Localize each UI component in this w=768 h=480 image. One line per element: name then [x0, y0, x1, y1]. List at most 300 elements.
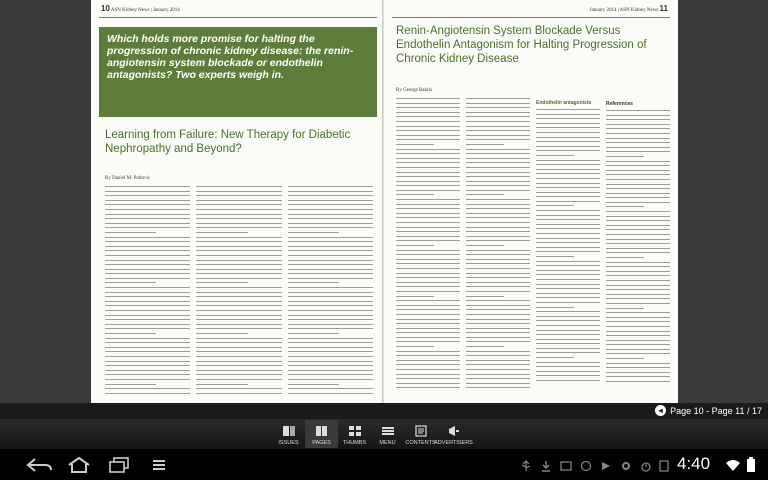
text-line: [396, 273, 460, 274]
text-line: [536, 150, 600, 151]
text-line: [536, 201, 600, 202]
text-line: [105, 333, 156, 334]
text-line: [288, 209, 373, 210]
overflow-menu-icon: [150, 456, 168, 474]
text-line: [288, 191, 373, 192]
text-line: [196, 351, 281, 352]
text-line: [536, 339, 600, 340]
text-line: [606, 358, 644, 359]
text-line: [105, 264, 190, 265]
text-line: [396, 162, 460, 163]
text-line: [606, 197, 670, 198]
magazine-page-left[interactable]: [91, 0, 383, 403]
menu-overflow-button[interactable]: [144, 455, 174, 475]
page-back-icon[interactable]: ◂: [655, 405, 666, 416]
text-line: [105, 246, 190, 247]
text-line: [396, 181, 460, 182]
text-line: [105, 365, 190, 366]
text-line: [396, 291, 460, 292]
text-line: [288, 384, 339, 385]
text-line: [396, 126, 460, 127]
text-line: [466, 112, 530, 113]
text-line: [396, 172, 460, 173]
text-line: [396, 259, 460, 260]
text-line: [288, 273, 373, 274]
text-line: [606, 294, 670, 295]
text-line: [105, 319, 190, 320]
sync-icon: [580, 460, 592, 472]
text-line: [466, 139, 530, 140]
text-line: [396, 286, 460, 287]
text-line: [606, 115, 670, 116]
text-line: [396, 158, 460, 159]
text-line: [288, 237, 373, 238]
text-line: [288, 204, 373, 205]
article-author-left: By Daniel M. Poltovic: [105, 176, 151, 181]
text-line: [196, 195, 281, 196]
text-line: [288, 282, 339, 283]
text-line: [105, 351, 190, 352]
text-line: [396, 236, 460, 237]
text-line: [396, 107, 460, 108]
text-line: [606, 289, 670, 290]
text-line: [105, 250, 190, 251]
text-line: [466, 158, 530, 159]
text-line: [288, 200, 373, 201]
text-line: [105, 218, 190, 219]
text-line: [396, 378, 460, 379]
text-line: [396, 314, 460, 315]
text-line: [396, 300, 460, 301]
text-line: [288, 319, 373, 320]
text-line: [606, 303, 670, 304]
text-line: [288, 255, 373, 256]
text-line: [105, 384, 156, 385]
text-line: [288, 370, 373, 371]
text-line: [105, 204, 190, 205]
text-line: [396, 332, 460, 333]
text-line: [466, 268, 530, 269]
text-line: [396, 103, 460, 104]
text-line: [196, 214, 281, 215]
notification-icon: [560, 460, 572, 472]
text-line: [288, 315, 373, 316]
text-line: [396, 208, 460, 209]
text-line: [105, 200, 190, 201]
text-line: [536, 307, 574, 308]
text-line: [466, 355, 530, 356]
text-line: [466, 107, 530, 108]
text-line: [396, 355, 460, 356]
text-line: [536, 109, 600, 110]
text-line: [466, 135, 530, 136]
text-line: [466, 126, 530, 127]
text-line: [536, 215, 600, 216]
text-line: [396, 167, 460, 168]
text-line: [536, 334, 600, 335]
text-line: [466, 263, 530, 264]
toolbar-thumbs-button[interactable]: [338, 420, 371, 448]
text-line: [606, 239, 670, 240]
text-line: [466, 259, 530, 260]
text-line: [288, 264, 373, 265]
text-line: [606, 184, 670, 185]
text-line: [606, 225, 670, 226]
text-line: [536, 270, 600, 271]
text-line: [105, 347, 190, 348]
text-line: [396, 341, 460, 342]
page-number-left: 10: [101, 4, 110, 13]
text-line: [536, 311, 600, 312]
text-line: [105, 324, 190, 325]
text-line: [466, 222, 530, 223]
text-line: [466, 309, 530, 310]
text-line: [196, 191, 281, 192]
toolbar-advertisers-button[interactable]: [434, 420, 473, 448]
text-line: [105, 296, 190, 297]
text-line: [196, 237, 281, 238]
text-line: [396, 328, 460, 329]
text-line: [288, 246, 373, 247]
folio-rule: [392, 17, 670, 18]
text-line: [466, 346, 504, 347]
text-line: [196, 393, 281, 394]
text-line: [396, 185, 460, 186]
text-line: [396, 296, 434, 297]
text-line: [606, 193, 670, 194]
text-line: [536, 348, 600, 349]
battery-icon: [746, 457, 756, 473]
text-line: [606, 266, 670, 267]
text-line: [105, 287, 190, 288]
text-line: [606, 262, 670, 263]
text-line: [196, 301, 281, 302]
text-line: [396, 199, 460, 200]
text-line: [606, 335, 670, 336]
text-line: [196, 204, 281, 205]
text-line: [466, 103, 530, 104]
text-line: [288, 388, 373, 389]
text-line: [396, 346, 434, 347]
text-line: [105, 241, 190, 242]
text-line: [536, 352, 600, 353]
page-number-right: 11: [659, 4, 668, 13]
text-line: [288, 301, 373, 302]
text-line: [466, 378, 530, 379]
text-line: [105, 195, 190, 196]
text-line: [288, 241, 373, 242]
text-line: [466, 286, 530, 287]
text-line: [105, 273, 190, 274]
text-line: [196, 342, 281, 343]
text-line: [105, 260, 190, 261]
text-line: [105, 305, 190, 306]
text-line: [536, 302, 600, 303]
pages-icon: [315, 424, 329, 437]
text-line: [466, 383, 530, 384]
text-line: [466, 116, 530, 117]
text-line: [536, 288, 600, 289]
text-line: [196, 379, 281, 380]
text-line: [105, 269, 190, 270]
text-line: [396, 250, 460, 251]
toolbar-contents-button[interactable]: [404, 420, 437, 448]
text-line: [536, 366, 600, 367]
toolbar-contents-label: CONTENTS: [405, 440, 436, 446]
text-line: [105, 223, 190, 224]
text-line: [105, 292, 190, 293]
text-line: [196, 374, 281, 375]
text-line: [105, 342, 190, 343]
text-line: [466, 149, 530, 150]
text-line: [536, 320, 600, 321]
text-line: [466, 153, 530, 154]
text-line: [196, 246, 281, 247]
text-line: [105, 191, 190, 192]
text-line: [196, 200, 281, 201]
text-line: [606, 252, 670, 253]
text-line: [105, 315, 190, 316]
text-line: [536, 228, 600, 229]
text-line: [606, 280, 670, 281]
text-line: [466, 250, 530, 251]
storage-icon: [658, 460, 670, 472]
text-line: [396, 98, 460, 99]
text-line: [536, 224, 600, 225]
contents-icon: [414, 424, 428, 437]
text-line: [606, 326, 670, 327]
text-line: [105, 338, 190, 339]
text-line: [466, 337, 530, 338]
text-line: [466, 185, 530, 186]
status-clock: 4:40: [677, 454, 711, 473]
text-line: [196, 361, 281, 362]
text-line: [288, 292, 373, 293]
text-line: [466, 273, 530, 274]
text-line: [536, 375, 600, 376]
text-line: [536, 127, 600, 128]
text-column: [466, 98, 530, 398]
text-line: [536, 261, 600, 262]
article-body-right: [396, 98, 670, 398]
text-line: [536, 362, 600, 363]
text-line: [606, 133, 670, 134]
text-line: [536, 256, 574, 257]
text-line: [196, 264, 281, 265]
text-line: [196, 223, 281, 224]
text-line: [606, 271, 670, 272]
text-line: [288, 328, 373, 329]
text-line: [606, 340, 670, 341]
text-line: [606, 128, 670, 129]
text-line: [536, 132, 600, 133]
text-line: [536, 155, 574, 156]
text-line: [466, 323, 530, 324]
text-line: [466, 296, 504, 297]
text-line: [466, 176, 530, 177]
text-line: [606, 331, 670, 332]
text-line: [396, 369, 460, 370]
text-line: [536, 141, 600, 142]
text-line: [536, 330, 600, 331]
text-line: [288, 310, 373, 311]
menu-icon: [381, 424, 395, 437]
text-line: [606, 243, 670, 244]
text-line: [288, 338, 373, 339]
home-button[interactable]: [64, 455, 94, 475]
text-line: [396, 149, 460, 150]
text-line: [196, 209, 281, 210]
text-line: [105, 278, 190, 279]
toolbar-issues-button[interactable]: [272, 420, 305, 448]
page-header-left: ASN Kidney News | January 2014: [110, 8, 180, 13]
download-icon: [540, 460, 552, 472]
article-body-left: [105, 186, 373, 396]
text-line: [536, 123, 600, 124]
text-line: [396, 227, 460, 228]
text-line: [466, 98, 530, 99]
text-line: [536, 173, 600, 174]
text-line: [466, 194, 504, 195]
text-line: [536, 247, 600, 248]
text-line: [196, 255, 281, 256]
text-line: [105, 379, 190, 380]
text-line: [606, 248, 670, 249]
text-line: [466, 341, 530, 342]
text-line: [466, 245, 504, 246]
text-line: [288, 347, 373, 348]
text-line: [466, 121, 530, 122]
toolbar-menu-button[interactable]: [371, 420, 404, 448]
text-line: [606, 202, 670, 203]
text-line: [536, 357, 574, 358]
text-line: [288, 223, 373, 224]
text-line: [606, 321, 670, 322]
text-line: [196, 273, 281, 274]
page-indicator-bar: [0, 403, 768, 419]
back-button[interactable]: [24, 455, 54, 475]
text-line: [396, 351, 460, 352]
text-line: [288, 250, 373, 251]
text-line: [536, 279, 600, 280]
text-line: [466, 190, 530, 191]
text-line: [466, 319, 530, 320]
text-line: [288, 324, 373, 325]
text-line: [466, 167, 530, 168]
back-arrow-icon: [25, 457, 53, 473]
text-line: [396, 194, 434, 195]
references-column: [606, 98, 670, 398]
text-line: [196, 282, 247, 283]
text-line: [606, 220, 670, 221]
text-line: [606, 234, 670, 235]
text-line: [536, 178, 600, 179]
text-line: [196, 232, 247, 233]
text-line: [396, 153, 460, 154]
text-line: [396, 305, 460, 306]
text-line: [466, 314, 530, 315]
text-line: [396, 116, 460, 117]
text-line: [396, 309, 460, 310]
text-line: [396, 268, 460, 269]
text-line: [536, 192, 600, 193]
text-line: [536, 160, 600, 161]
text-line: [196, 310, 281, 311]
text-line: [466, 254, 530, 255]
media-icon: [600, 460, 612, 472]
text-line: [196, 315, 281, 316]
text-line: [105, 214, 190, 215]
recent-apps-icon: [106, 456, 132, 474]
text-line: [196, 328, 281, 329]
text-line: [288, 356, 373, 357]
text-line: [105, 186, 190, 187]
text-line: [288, 351, 373, 352]
text-line: [288, 333, 339, 334]
text-line: [196, 305, 281, 306]
text-line: [288, 218, 373, 219]
text-line: [606, 179, 670, 180]
text-line: [606, 110, 670, 111]
text-line: [466, 328, 530, 329]
text-line: [536, 343, 600, 344]
home-icon: [66, 456, 92, 474]
text-line: [536, 118, 600, 119]
text-line: [396, 121, 460, 122]
text-line: [396, 374, 460, 375]
text-line: [466, 351, 530, 352]
folio-rule: [99, 17, 377, 18]
text-line: [536, 297, 600, 298]
text-line: [606, 156, 644, 157]
text-line: [105, 232, 156, 233]
text-line: [606, 308, 644, 309]
text-line: [288, 227, 373, 228]
text-line: [466, 332, 530, 333]
text-line: [536, 164, 600, 165]
text-line: [396, 240, 460, 241]
text-line: [105, 282, 156, 283]
text-line: [606, 344, 670, 345]
page-header-right: January 2014 | ASN Kidney News: [589, 8, 659, 13]
callout-text: Which holds more promise for halting the progression of chronic kidney disease: the renin-angiotensin system blockade or endothelin antagonists? Two experts weigh in.: [107, 33, 354, 81]
text-line: [288, 365, 373, 366]
article-author-right: By George Bakris: [396, 88, 433, 93]
text-line: [466, 236, 530, 237]
text-line: [606, 381, 670, 382]
text-line: [536, 265, 600, 266]
text-line: [396, 319, 460, 320]
text-line: [196, 227, 281, 228]
reader-toolbar: [0, 419, 768, 449]
text-line: [536, 114, 600, 115]
text-line: [466, 217, 530, 218]
magazine-page-right[interactable]: [384, 0, 678, 403]
text-line: [196, 269, 281, 270]
text-line: [606, 349, 670, 350]
text-line: [396, 282, 460, 283]
text-line: [606, 147, 670, 148]
text-line: [396, 112, 460, 113]
text-line: [536, 284, 600, 285]
text-line: [196, 338, 281, 339]
toolbar-pages-button[interactable]: [305, 420, 338, 448]
text-line: [466, 282, 530, 283]
text-line: [466, 240, 530, 241]
text-line: [196, 260, 281, 261]
recent-apps-button[interactable]: [104, 455, 134, 475]
text-line: [606, 161, 670, 162]
